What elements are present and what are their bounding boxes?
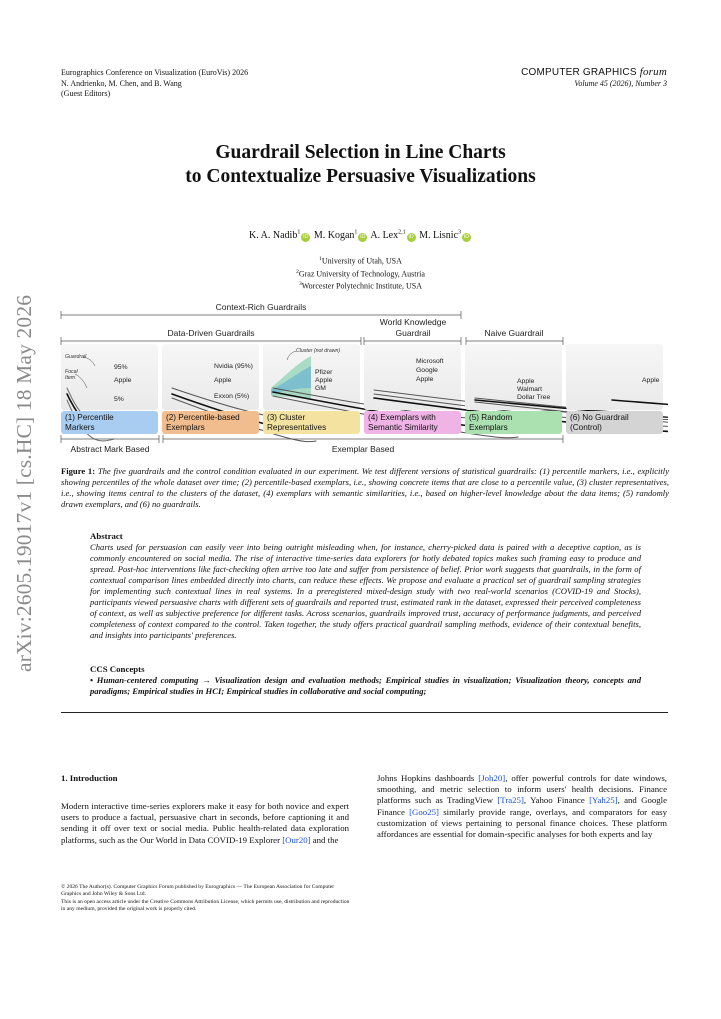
label-world-knowledge-2: Guardrail: [395, 328, 431, 338]
citation-link[interactable]: [Goo25]: [409, 806, 439, 817]
orcid-icon[interactable]: iD: [408, 234, 414, 241]
label-exemplar: Exemplar Based: [331, 444, 395, 454]
label-abstract-mark: Abstract Mark Based: [70, 444, 150, 454]
bracket-naive: [466, 328, 563, 345]
panel-caption-text: (3) Cluster: [267, 413, 306, 422]
panel-line-label: Exxon (5%): [214, 393, 250, 400]
intro-text: , offer powerful controls for date windows, smoothing, and metric selection to inform users' health decisions. Finance platforms such as TradingView: [377, 773, 667, 806]
panel-caption-text: (6) No Guardrail: [570, 413, 629, 422]
intro-text: Johns Hopkins dashboards: [377, 773, 479, 783]
panel-line-label: Apple: [517, 378, 535, 385]
teaser-figure: [56, 297, 668, 464]
bracket-world-knowledge: [364, 317, 461, 345]
abstract-section: [90, 531, 641, 641]
ccs-text: • Human-centered computing → Visualization design and evaluation methods; Empirical studies in visualization; Visualization theory, concepts and paradigms; Empirical studies in HCI; Empirical studies in collaborative and social computing;: [90, 675, 641, 696]
guest-editors-line: (Guest Editors): [61, 89, 111, 98]
citation-link[interactable]: [Joh20]: [478, 773, 506, 783]
panel-chart-bg: [364, 344, 461, 410]
panel-line-label: Nvidia (95%): [214, 363, 253, 370]
affiliation-2: $^2$Graz University of Technology, Austria: [296, 268, 425, 279]
panel-line-label: Walmart: [517, 386, 543, 393]
title-line-1: Guardrail Selection in Line Charts: [215, 142, 506, 163]
panel-line-label: Apple: [214, 377, 232, 384]
panel-6: [566, 344, 668, 434]
label-context-rich: Context-Rich Guardrails: [215, 302, 307, 312]
affiliation-1: $^1$University of Utah, USA: [319, 256, 402, 266]
panel-line-label: Microsoft: [416, 358, 444, 365]
journal-name: COMPUTER GRAPHICS forum: [521, 66, 667, 78]
intro-left-column: [61, 801, 349, 846]
citation-link[interactable]: [Our20]: [282, 834, 311, 845]
citation-link[interactable]: [Yah25]: [589, 795, 618, 806]
orcid-icon[interactable]: iD: [360, 234, 366, 241]
conference-line: Eurographics Conference on Visualization (EuroVis) 2026: [61, 68, 249, 77]
panel-line-label: Dollar Tree: [517, 394, 551, 401]
label-naive: Naive Guardrail: [484, 328, 544, 338]
panel-line-label: 95%: [114, 364, 128, 371]
panel-caption-text: (5) Random: [469, 413, 513, 422]
panel-line-label: Apple: [642, 377, 660, 384]
panel-caption-text: Semantic Similarity: [368, 423, 438, 432]
abstract-heading: Abstract: [90, 531, 123, 541]
citation-link[interactable]: [Tra25]: [497, 795, 524, 806]
intro-text: and the: [310, 834, 339, 845]
paper-title: [0, 141, 721, 189]
intro-text: similarly provide range, overlays, and comparators for easy customization of views pertaining to personal finance choices. These platform affordances are essential for domain-specific analyses for both experts and lay: [377, 806, 668, 840]
figure-label: Figure 1:: [61, 466, 96, 476]
figure-caption: [61, 466, 669, 510]
author-list: [0, 230, 721, 242]
panel-group: [61, 344, 668, 445]
panel-caption-text: (1) Percentile: [65, 413, 114, 422]
panel-line-label: 5%: [114, 396, 124, 403]
arxiv-stamp: [12, 292, 42, 672]
panel-1: [61, 344, 158, 441]
bracket-abstract-mark: [61, 435, 159, 454]
panel-caption-text: Representatives: [267, 423, 327, 432]
panel-caption-text: (2) Percentile-based: [166, 413, 240, 422]
copyright-footnote: [61, 884, 351, 913]
label-data-driven: Data-Driven Guardrails: [167, 328, 255, 338]
bracket-data-driven: [61, 328, 361, 345]
section-divider: [61, 712, 668, 713]
label-world-knowledge-1: World Knowledge: [379, 317, 447, 327]
journal-volume: Volume 45 (2026), Number 3: [574, 79, 667, 88]
panel-caption-text: (Control): [570, 423, 602, 432]
orcid-icon[interactable]: iD: [303, 234, 309, 241]
annotation-guardrail: Guardrail: [65, 354, 87, 360]
intro-heading: 1. Introduction: [61, 773, 118, 783]
figure-caption-text: The five guardrails and the control condition evaluated in our experiment. We test different versions of statistical guardrails: (1) percentile markers, i.e., explicitly showing percentiles of the whole dataset over time; (2) percentile-based exemplars, i.e., showing concrete items that are close to a percentile value, (3) cluster representatives, i.e., showing items central to the clusters of the dataset, (4) exemplars with semantic similarities, i.e., based on higher-level knowledge about the data items; (5) randomly drawn exemplars, and (6) no guardrails.: [61, 466, 670, 509]
intro-right-column: [377, 773, 667, 840]
abstract-text: Charts used for persuasion can easily veer into being outright misleading when, for instance, cherry-picked data is paired with a deceptive caption, as is commonly encountered on social media. The rise of interactive time-series data explorers for hotly debated topics makes such framing easy to produce and spread. Post-hoc interventions like fact-checking often arrive too late and suffer from persistence of belief. Prior work suggests that guardrails, in the form of contextual comparison lines embedded directly into charts, can reduce these effects. We propose and evaluate a practical set of guardrail sampling strategies for implementing such contextual lines in real systems. In a preregistered mixed-design study with two real-world scenarios (COVID-19 and Stocks), participants viewed persuasive charts with different sets of guardrails and reported trust, estimated rank in the dataset, expressed their perceived completeness of context, as well as subjective preference for different tasks. Across scenarios, guardrails improved trust, accuracy of performance judgments, and perceived completeness of context compared to the control. Taken together, the study offers practical guardrail sampling methods, evidence of their contextual benefits, and insights into participants' preferences.: [90, 542, 641, 640]
ccs-section: [90, 664, 641, 697]
teaser-figure-svg: [56, 297, 668, 459]
author-1: K. A. Nadib$^1$iD: [248, 230, 309, 242]
panel-line-label: Apple: [416, 376, 434, 383]
license-line: This is an open access article under the Creative Commons Attribution License, which permits use, distribution and reproduction in any medium, provided the original work is properly cited.: [61, 898, 350, 912]
annotation-focal: Focal: [65, 369, 78, 375]
intro-text: , and Google Finance: [377, 795, 667, 817]
orcid-icon[interactable]: iD: [463, 234, 470, 241]
panel-line-label: Apple: [114, 377, 132, 384]
arxiv-id-text: arXiv:2605.19017v1 [cs.HC] 18 May 2026: [12, 294, 36, 672]
affiliation-3: $^3$Worcester Polytechnic Institute, USA: [299, 281, 422, 291]
panel-line-label: GM: [315, 385, 326, 392]
panel-line-label: Apple: [315, 377, 333, 384]
author-4: M. Lisnic$^3$iD: [419, 230, 470, 242]
ccs-heading: CCS Concepts: [90, 664, 145, 674]
running-header-left: [61, 68, 248, 100]
copyright-line: © 2026 The Author(s). Computer Graphics Forum published by Eurographics — The European Association for Computer Graphics and John Wiley & Sons Ltd.: [61, 884, 335, 898]
editors-line: N. Andrienko, M. Chen, and B. Wang: [61, 78, 182, 88]
intro-text: , Yahoo Finance: [523, 795, 590, 806]
running-header-right: [521, 66, 667, 89]
annotation-item: Item: [65, 375, 76, 381]
author-2: M. Kogan$^1$iD: [313, 230, 366, 242]
author-3: A. Lex$^{2,1}$iD: [370, 230, 414, 242]
panel-line-label: Pfizer: [315, 369, 333, 376]
panel-caption-text: Markers: [65, 423, 95, 432]
annotation-cluster: Cluster (not drawn): [296, 348, 341, 354]
panel-caption-text: Exemplars: [469, 423, 508, 432]
panel-caption-text: Exemplars: [166, 423, 205, 432]
panel-caption-text: (4) Exemplars with: [368, 413, 436, 422]
panel-line-label: Google: [416, 367, 438, 374]
affiliations: [0, 254, 721, 292]
title-line-2: to Contextualize Persuasive Visualizations: [185, 166, 536, 187]
intro-text: Modern interactive time-series explorers make it easy for both novice and expert users to produce a factual, persuasive chart in seconds, before captioning it and sending it off over text or social media. Public health-related data exploration platforms, such as the Our World in Data COVID-19 Explorer: [61, 801, 349, 845]
